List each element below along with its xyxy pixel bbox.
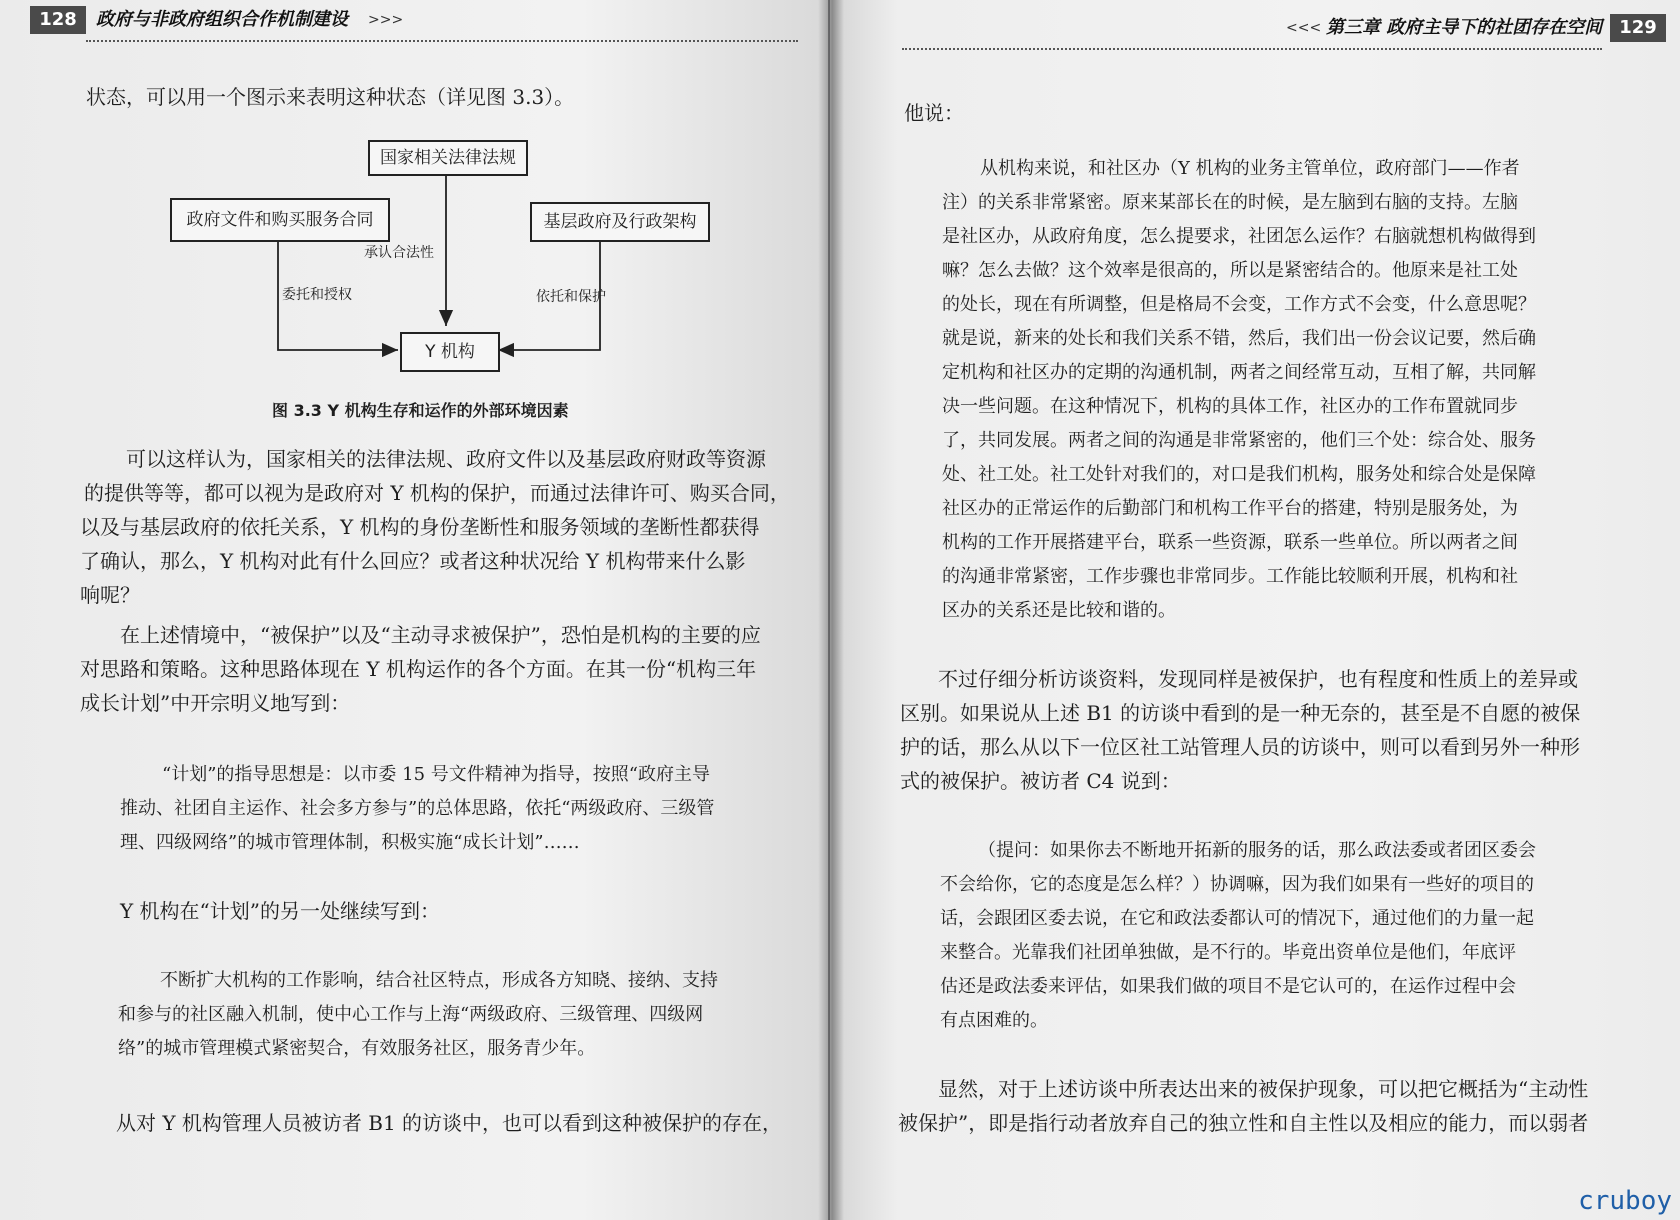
box-y-institution: Y 机构	[400, 332, 500, 372]
right-he-said: 他说：	[904, 101, 964, 125]
right-para-line-3: 护的话，那么从以下一位区社工站管理人员的访谈中，则可以看到另外一种形	[900, 735, 1580, 759]
right-last-line-1: 显然，对于上述访谈中所表达出来的被保护现象，可以把它概括为“主动性	[938, 1077, 1589, 1101]
left-line-3: 的提供等等，都可以视为是政府对 Y 机构的保护，而通过法律许可、购买合同，	[84, 481, 790, 505]
box-national-laws: 国家相关法律法规	[368, 140, 528, 176]
right-quote2-line-2: 不会给你，它的态度是怎么样？）协调嘛，因为我们如果有一些好的项目的	[940, 874, 1534, 895]
left-line-5: 了确认，那么，Y 机构对此有什么回应？或者这种状况给 Y 机构带来什么影	[80, 549, 746, 573]
left-mid-line: Y 机构在“计划”的另一处继续写到：	[120, 899, 441, 923]
left-page-number: 128	[30, 6, 86, 34]
right-quote1-line-7: 定机构和社区办的定期的沟通机制，两者之间经常互动，互相了解，共同解	[942, 362, 1536, 383]
right-quote1-line-14: 区办的关系还是比较和谐的。	[942, 600, 1176, 621]
box-grassroots-government: 基层政府及行政架构	[530, 202, 710, 242]
right-para-line-1: 不过仔细分析访谈资料，发现同样是被保护，也有程度和性质上的差异或	[938, 667, 1578, 691]
right-para-line-4: 式的被保护。被访者 C4 说到：	[900, 769, 1181, 793]
right-quote2-line-4: 来整合。光靠我们社团单独做，是不行的。毕竟出资单位是他们，年底评	[940, 942, 1516, 963]
book-gutter	[818, 0, 844, 1220]
box-government-documents: 政府文件和购买服务合同	[170, 198, 390, 242]
right-quote2-line-3: 话，会跟团区委去说，在它和政法委都认可的情况下，通过他们的力量一起	[940, 908, 1534, 929]
right-quote1-line-6: 就是说，新来的处长和我们关系不错，然后，我们出一份会议记要，然后确	[942, 328, 1536, 349]
right-quote1-line-9: 了，共同发展。两者之间的沟通是非常紧密的，他们三个处：综合处、服务	[942, 430, 1536, 451]
left-line-7: 在上述情境中，“被保护”以及“主动寻求被保护”，恐怕是机构的主要的应	[120, 623, 761, 647]
right-quote1-line-10: 处、社工处。社工处针对我们的，对口是我们机构，服务处和综合处是保障	[942, 464, 1536, 485]
right-para-line-2: 区别。如果说从上述 B1 的访谈中看到的是一种无奈的，甚至是不自愿的被保	[900, 701, 1581, 725]
right-quote1-line-1: 从机构来说，和社区办（Y 机构的业务主管单位，政府部门——作者	[980, 158, 1520, 179]
right-header-rule	[902, 48, 1602, 50]
left-running-title: 政府与非政府组织合作机制建设	[96, 9, 348, 30]
left-quote2-line-3: 络”的城市管理模式紧密契合，有效服务社区，服务青少年。	[118, 1038, 596, 1059]
right-quote1-line-4: 嘛？怎么去做？这个效率是很高的，所以是紧密结合的。他原来是社工处	[942, 260, 1518, 281]
right-quote1-line-8: 决一些问题。在这种情况下，机构的具体工作，社区办的工作布置就同步	[942, 396, 1518, 417]
left-line-1: 状态，可以用一个图示来表明这种状态（详见图 3.3）。	[86, 85, 575, 109]
right-quote2-line-6: 有点困难的。	[940, 1010, 1048, 1031]
left-line-6: 响呢？	[80, 583, 140, 607]
figure-caption: 图 3.3 Y 机构生存和运作的外部环境因素	[272, 401, 569, 420]
right-page	[830, 0, 1680, 1220]
left-running-mark: >>>	[368, 12, 404, 28]
left-quote2-line-1: 不断扩大机构的工作影响，结合社区特点，形成各方知晓、接纳、支持	[160, 970, 718, 991]
left-quote1-line-1: “计划”的指导思想是：以市委 15 号文件精神为指导，按照“政府主导	[162, 764, 710, 785]
label-reliance: 依托和保护	[536, 289, 606, 305]
left-line-2: 可以这样认为，国家相关的法律法规、政府文件以及基层政府财政等资源	[126, 447, 766, 471]
right-quote1-line-2: 注）的关系非常紧密。原来某部长在的时候，是左脑到右脑的支持。左脑	[942, 192, 1518, 213]
right-last-line-2: 被保护”，即是指行动者放弃自己的独立性和自主性以及相应的能力，而以弱者	[898, 1111, 1589, 1135]
right-quote1-line-12: 机构的工作开展搭建平台，联系一些资源，联系一些单位。所以两者之间	[942, 532, 1518, 553]
watermark-text: cruboy	[1578, 1186, 1672, 1216]
right-page-number: 129	[1610, 14, 1666, 42]
right-quote1-line-5: 的处长，现在有所调整，但是格局不会变，工作方式不会变，什么意思呢？	[942, 294, 1536, 315]
left-quote1-line-3: 理、四级网络”的城市管理体制，积极实施“成长计划”……	[120, 832, 580, 853]
right-quote2-line-5: 估还是政法委来评估，如果我们做的项目不是它认可的，在运作过程中会	[940, 976, 1516, 997]
right-quote2-line-1: （提问：如果你去不断地开拓新的服务的话，那么政法委或者团区委会	[978, 840, 1536, 861]
right-quote1-line-13: 的沟通非常紧密，工作步骤也非常同步。工作能比较顺利开展，机构和社	[942, 566, 1518, 587]
left-quote1-line-2: 推动、社团自主运作、社会多方参与”的总体思路，依托“两级政府、三级管	[120, 798, 715, 819]
right-quote1-line-3: 是社区办，从政府角度，怎么提要求，社团怎么运作？右脑就想机构做得到	[942, 226, 1536, 247]
right-page-header	[830, 6, 1680, 36]
left-page	[0, 0, 828, 1220]
right-quote1-line-11: 社区办的正常运作的后勤部门和机构工作平台的搭建，特别是服务处，为	[942, 498, 1518, 519]
label-delegation: 委托和授权	[282, 287, 352, 303]
left-line-4: 以及与基层政府的依托关系，Y 机构的身份垄断性和服务领域的垄断性都获得	[80, 515, 760, 539]
label-legitimacy: 承认合法性	[364, 245, 434, 261]
left-quote2-line-2: 和参与的社区融入机制，使中心工作与上海“两级政府、三级管理、四级网	[118, 1004, 704, 1025]
right-running-mark: <<<	[1286, 20, 1322, 36]
left-line-9: 成长计划”中开宗明义地写到：	[80, 691, 351, 715]
left-line-8: 对思路和策略。这种思路体现在 Y 机构运作的各个方面。在其一份“机构三年	[80, 657, 757, 681]
right-running-title: 第三章 政府主导下的社团存在空间	[1326, 17, 1603, 38]
left-last-line: 从对 Y 机构管理人员被访者 B1 的访谈中，也可以看到这种被保护的存在，	[116, 1111, 783, 1135]
